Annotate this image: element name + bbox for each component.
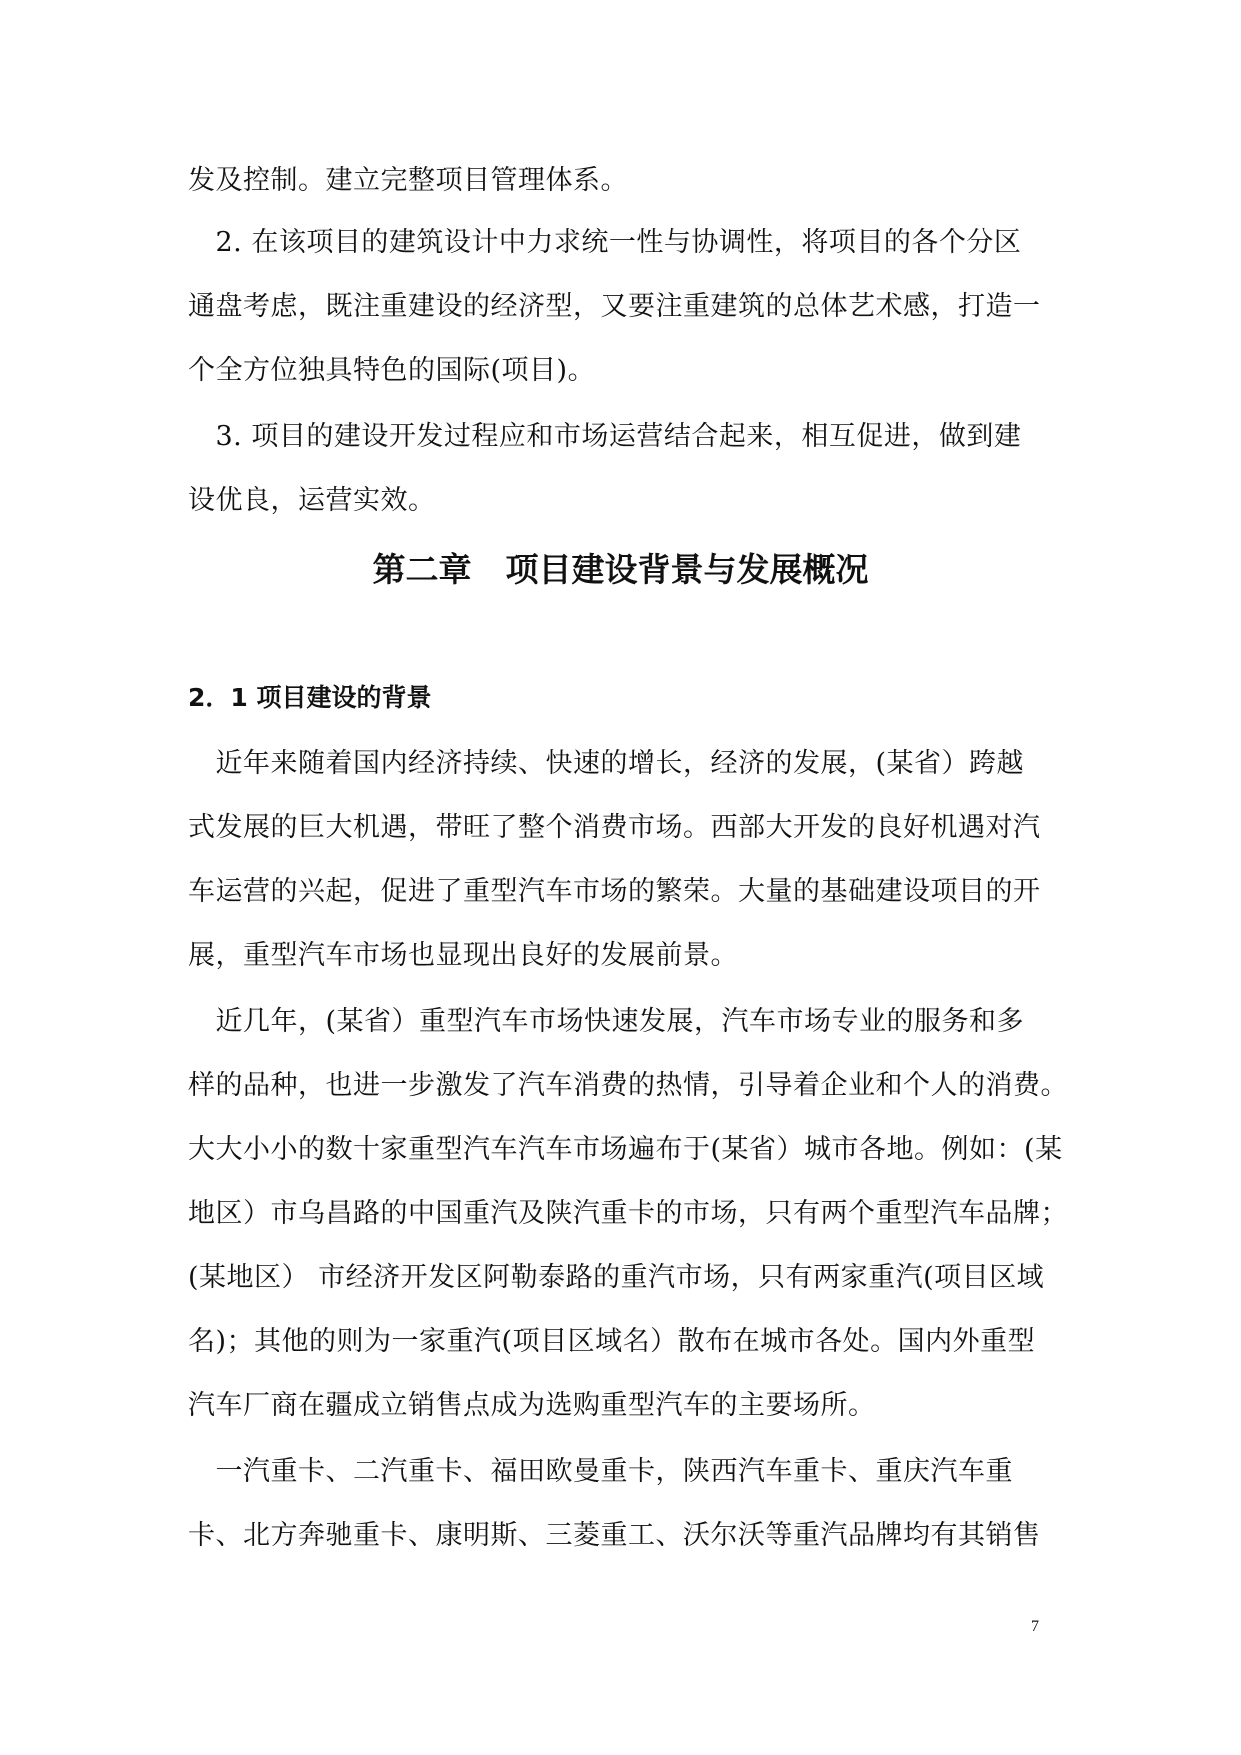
body-line: 近几年，(某省）重型汽车市场快速发展，汽车市场专业的服务和多 — [188, 1006, 1025, 1037]
chapter-number: 第二章 — [372, 550, 472, 589]
chapter-title — [0, 548, 1241, 592]
body-line: 近年来随着国内经济持续、快速的增长，经济的发展，(某省）跨越 — [188, 748, 1025, 779]
paragraph-line: 个全方位独具特色的国际(项目)。 — [188, 355, 596, 386]
paragraph-line: 发及控制。建立完整项目管理体系。 — [188, 165, 628, 196]
body-line: 车运营的兴起，促进了重型汽车市场的繁荣。大量的基础建设项目的开 — [188, 876, 1041, 907]
section-title: 2．1 项目建设的背景 — [188, 683, 432, 712]
body-line: 汽车厂商在疆成立销售点成为选购重型汽车的主要场所。 — [188, 1390, 876, 1421]
page-number: 7 — [1031, 1618, 1039, 1635]
body-line: 一汽重卡、二汽重卡、福田欧曼重卡，陕西汽车重卡、重庆汽车重 — [188, 1456, 1013, 1487]
chapter-name: 项目建设背景与发展概况 — [505, 550, 869, 589]
paragraph-line: 设优良，运营实效。 — [188, 485, 436, 516]
body-line: 展，重型汽车市场也显现出良好的发展前景。 — [188, 940, 738, 971]
body-line: 大大小小的数十家重型汽车汽车市场遍布于(某省）城市各地。例如：(某 — [188, 1134, 1063, 1165]
body-line: 样的品种，也进一步激发了汽车消费的热情，引导着企业和个人的消费。 — [188, 1070, 1068, 1101]
body-line: 式发展的巨大机遇，带旺了整个消费市场。西部大开发的良好机遇对汽 — [188, 812, 1041, 843]
body-line: 卡、北方奔驰重卡、康明斯、三菱重工、沃尔沃等重汽品牌均有其销售 — [188, 1520, 1041, 1551]
paragraph-line: 3. 项目的建设开发过程应和市场运营结合起来，相互促进，做到建 — [188, 421, 1022, 452]
body-line: (某地区） 市经济开发区阿勒泰路的重汽市场，只有两家重汽(项目区域 — [188, 1262, 1045, 1293]
body-line: 地区）市乌昌路的中国重汽及陕汽重卡的市场，只有两个重型汽车品牌； — [188, 1198, 1068, 1229]
paragraph-line: 通盘考虑，既注重建设的经济型，又要注重建筑的总体艺术感，打造一 — [188, 291, 1041, 322]
paragraph-line: 2. 在该项目的建筑设计中力求统一性与协调性，将项目的各个分区 — [188, 227, 1022, 258]
body-line: 名)；其他的则为一家重汽(项目区域名）散布在城市各处。国内外重型 — [188, 1326, 1036, 1357]
